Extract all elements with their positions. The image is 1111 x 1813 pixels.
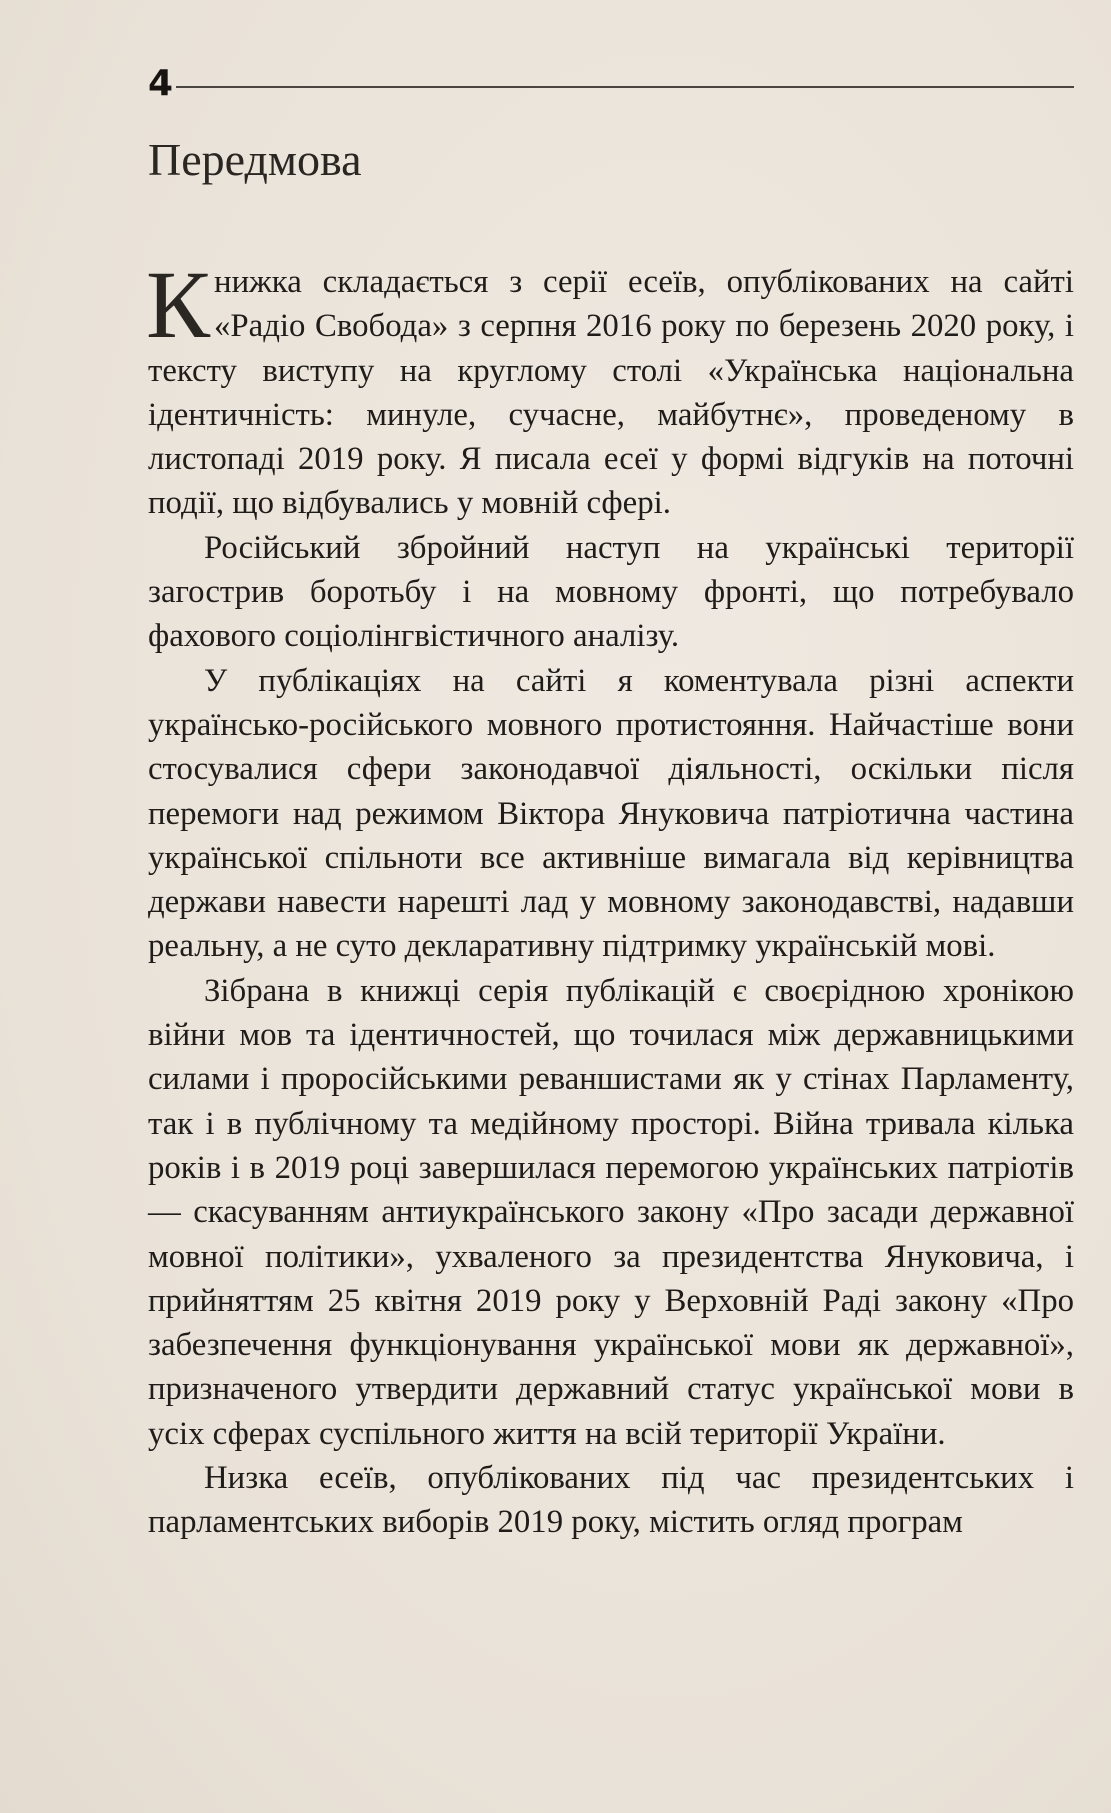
paragraph-5: Низка есеїв, опублікованих під час президентських і парламентських виборів 2019 року, містить огляд програм: [148, 1460, 1074, 1541]
body-text: [146, 251, 1074, 1545]
paragraph-1: [146, 251, 1074, 526]
page-header: [148, 62, 1074, 106]
header-rule: [176, 86, 1074, 88]
paragraph-2: Російський збройний наступ на українські території загострив боротьбу і на мовному фронті, що потребувало фахового соціолінгвістичного аналізу.: [148, 529, 1074, 655]
paragraph-4: Зібрана в книжці серія публікацій є своєрідною хронікою війни мов та ідентичностей, що точилася між державницькими силами і проросійськими реваншистами як у стінах Парламенту, так і в публічному та медійному просторі. Війна тривала кілька років і в 2019 році завершилася перемогою українських патріотів — скасуванням антиукраїнського закону «Про засади державної мовної політики», ухваленого за президентства Януковича, і прийняттям 25 квітня 2019 року у Верховній Раді закону «Про забезпечення функціонування української мови як державної», призначеного утвердити державний статус української мови в усіх сферах суспільного життя на всій території України.: [148, 972, 1074, 1452]
chapter-title: Передмова: [148, 134, 362, 185]
drop-cap: К: [146, 251, 211, 358]
paragraph-1-text: нижка складається з серії есеїв, опублікованих на сайті «Радіо Свобода» з серпня 2016 року по березень 2020 року, і тексту виступу на круглому столі «Українська національна ідентичність: минуле, сучасне, майбутнє», проведеному в листопаді 2019 року. Я писала есеї у формі відгуків на поточні події, що відбувались у мовній сфері.: [148, 264, 1074, 522]
paragraph-3: У публікаціях на сайті я коментувала різні аспекти українсько-російського мовного протистояння. Найчастіше вони стосувалися сфери законодавчої діяльності, оскільки після перемоги над режимом Віктора Януковича патріотична частина української спільноти все активніше вимагала від керівництва держави навести нарешті лад у мовному законодавстві, надавши реальну, а не суто декларативну підтримку українській мові.: [148, 662, 1074, 965]
page-number: 4: [148, 63, 174, 104]
